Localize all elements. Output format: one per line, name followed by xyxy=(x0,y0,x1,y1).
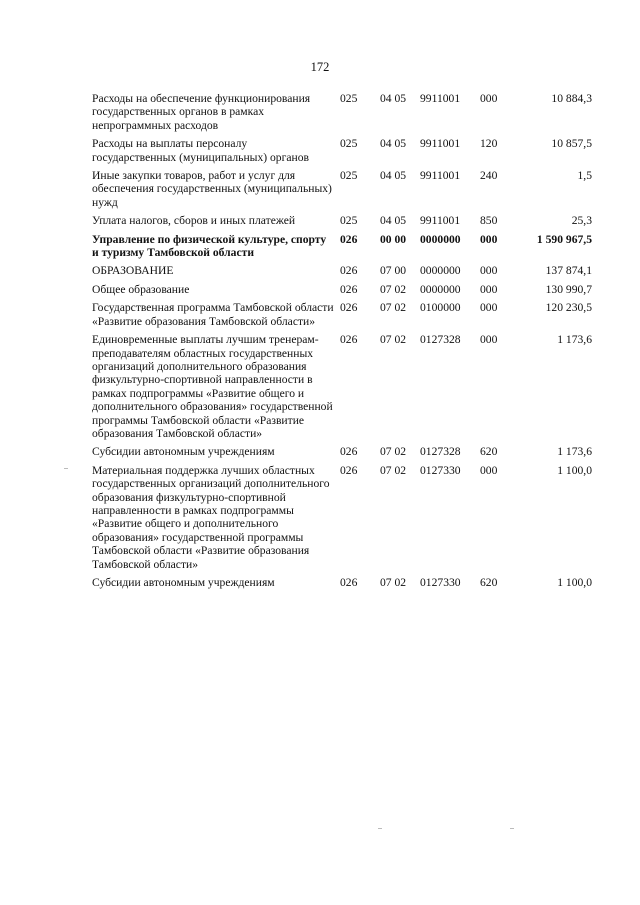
row-department-code: 026 xyxy=(340,301,358,315)
row-department-code: 025 xyxy=(340,137,358,151)
row-name: Субсидии автономным учреждениям xyxy=(92,445,275,459)
page-number: 172 xyxy=(310,60,330,74)
row-department-code: 026 xyxy=(340,232,358,246)
row-expense-type: 620 xyxy=(480,576,498,589)
row-amount: 1,5 xyxy=(577,169,592,183)
table-row xyxy=(92,445,592,463)
table-row xyxy=(92,283,592,301)
row-department-code: 025 xyxy=(340,92,358,105)
row-section-code: 07 02 xyxy=(379,445,407,459)
table-row xyxy=(92,333,592,445)
row-department-code: 026 xyxy=(340,445,358,459)
row-amount: 120 230,5 xyxy=(545,301,592,315)
row-target-article: 0000000 xyxy=(420,264,461,278)
row-target-article: 0127328 xyxy=(420,333,461,347)
row-section-code: 00 00 xyxy=(379,232,407,246)
row-expense-type: 000 xyxy=(480,282,498,296)
table-row xyxy=(92,92,592,137)
row-name: Субсидии автономным учреждениям xyxy=(92,576,275,589)
row-target-article: 9911001 xyxy=(420,137,461,151)
row-department-code: 026 xyxy=(340,282,358,296)
row-department-code: 026 xyxy=(340,576,358,589)
row-department-code: 025 xyxy=(340,214,358,228)
row-name: Государственная программа Тамбовской области «Развитие образования Тамбовской области» xyxy=(92,301,334,328)
row-expense-type: 000 xyxy=(480,463,498,477)
row-expense-type: 000 xyxy=(480,92,498,105)
budget-table xyxy=(92,92,592,594)
row-section-code: 04 05 xyxy=(379,214,407,228)
row-amount: 1 590 967,5 xyxy=(536,232,592,246)
row-department-code: 026 xyxy=(340,333,358,347)
row-expense-type: 000 xyxy=(480,232,498,246)
row-amount: 137 874,1 xyxy=(545,264,592,278)
row-expense-type: 000 xyxy=(480,333,498,347)
row-expense-type: 240 xyxy=(480,169,498,183)
budget-table-body xyxy=(92,92,592,594)
row-amount: 130 990,7 xyxy=(545,282,592,296)
row-section-code: 07 00 xyxy=(379,264,407,278)
table-row xyxy=(92,214,592,232)
row-name: Расходы на обеспечение функционирования государственных органов в рамках непрограммных расходов xyxy=(92,92,311,132)
row-section-code: 07 02 xyxy=(379,282,407,296)
row-section-code: 04 05 xyxy=(379,92,407,105)
table-row xyxy=(92,264,592,282)
row-target-article: 0100000 xyxy=(420,301,461,315)
table-row xyxy=(92,464,592,576)
row-target-article: 0127328 xyxy=(420,445,461,459)
table-row xyxy=(92,301,592,333)
scan-speck xyxy=(510,828,514,829)
scan-speck xyxy=(378,828,382,829)
row-section-code: 04 05 xyxy=(379,137,407,151)
row-target-article: 0127330 xyxy=(420,463,461,477)
row-name: Единовременные выплаты лучшим тренерам-преподавателям областных государственных организаций дополнительного образования физкультурно-спортивной направленности в рамках подпрограммы «Развитие общего и дополнительного образования» государственной программы Тамбовской области «Развитие образования Тамбовской области» xyxy=(92,333,333,440)
row-amount: 25,3 xyxy=(571,214,592,228)
row-section-code: 07 02 xyxy=(379,333,407,347)
row-section-code: 07 02 xyxy=(379,463,407,477)
row-amount: 1 100,0 xyxy=(557,576,592,589)
row-expense-type: 000 xyxy=(480,301,498,315)
row-section-code: 07 02 xyxy=(379,576,407,589)
row-expense-type: 850 xyxy=(480,214,498,228)
row-amount: 10 857,5 xyxy=(551,137,592,151)
row-amount: 10 884,3 xyxy=(551,92,592,105)
row-name: Иные закупки товаров, работ и услуг для обеспечения государственных (муниципальных) нужд xyxy=(92,169,332,209)
row-amount: 1 100,0 xyxy=(557,463,592,477)
row-target-article: 0000000 xyxy=(420,232,461,246)
row-name: Расходы на выплаты персоналу государственных (муниципальных) органов xyxy=(92,137,309,164)
row-target-article: 9911001 xyxy=(420,169,461,183)
table-row xyxy=(92,137,592,169)
row-target-article: 0000000 xyxy=(420,282,461,296)
row-amount: 1 173,6 xyxy=(557,333,592,347)
row-expense-type: 000 xyxy=(480,264,498,278)
row-expense-type: 120 xyxy=(480,137,498,151)
row-expense-type: 620 xyxy=(480,445,498,459)
row-name: Управление по физической культуре, спорту и туризму Тамбовской области xyxy=(92,232,327,260)
row-department-code: 026 xyxy=(340,463,358,477)
row-section-code: 07 02 xyxy=(379,301,407,315)
row-section-code: 04 05 xyxy=(379,169,407,183)
row-target-article: 0127330 xyxy=(420,576,461,589)
row-department-code: 026 xyxy=(340,264,358,278)
row-target-article: 9911001 xyxy=(420,92,461,105)
row-department-code: 025 xyxy=(340,169,358,183)
row-amount: 1 173,6 xyxy=(557,445,592,459)
row-name: ОБРАЗОВАНИЕ xyxy=(92,264,174,278)
row-name: Материальная поддержка лучших областных государственных организаций дополнительного образования физкультурно-спортивной направленности в рамках подпрограммы «Развитие общего и дополнительного образования» государственной программы Тамбовской области «Развитие образования Тамбовской области» xyxy=(92,463,330,571)
row-target-article: 9911001 xyxy=(420,214,461,228)
table-row xyxy=(92,233,592,265)
table-row xyxy=(92,576,592,594)
row-name: Общее образование xyxy=(92,282,190,296)
row-name: Уплата налогов, сборов и иных платежей xyxy=(92,214,296,228)
table-row xyxy=(92,169,592,214)
scan-speck xyxy=(64,468,68,469)
